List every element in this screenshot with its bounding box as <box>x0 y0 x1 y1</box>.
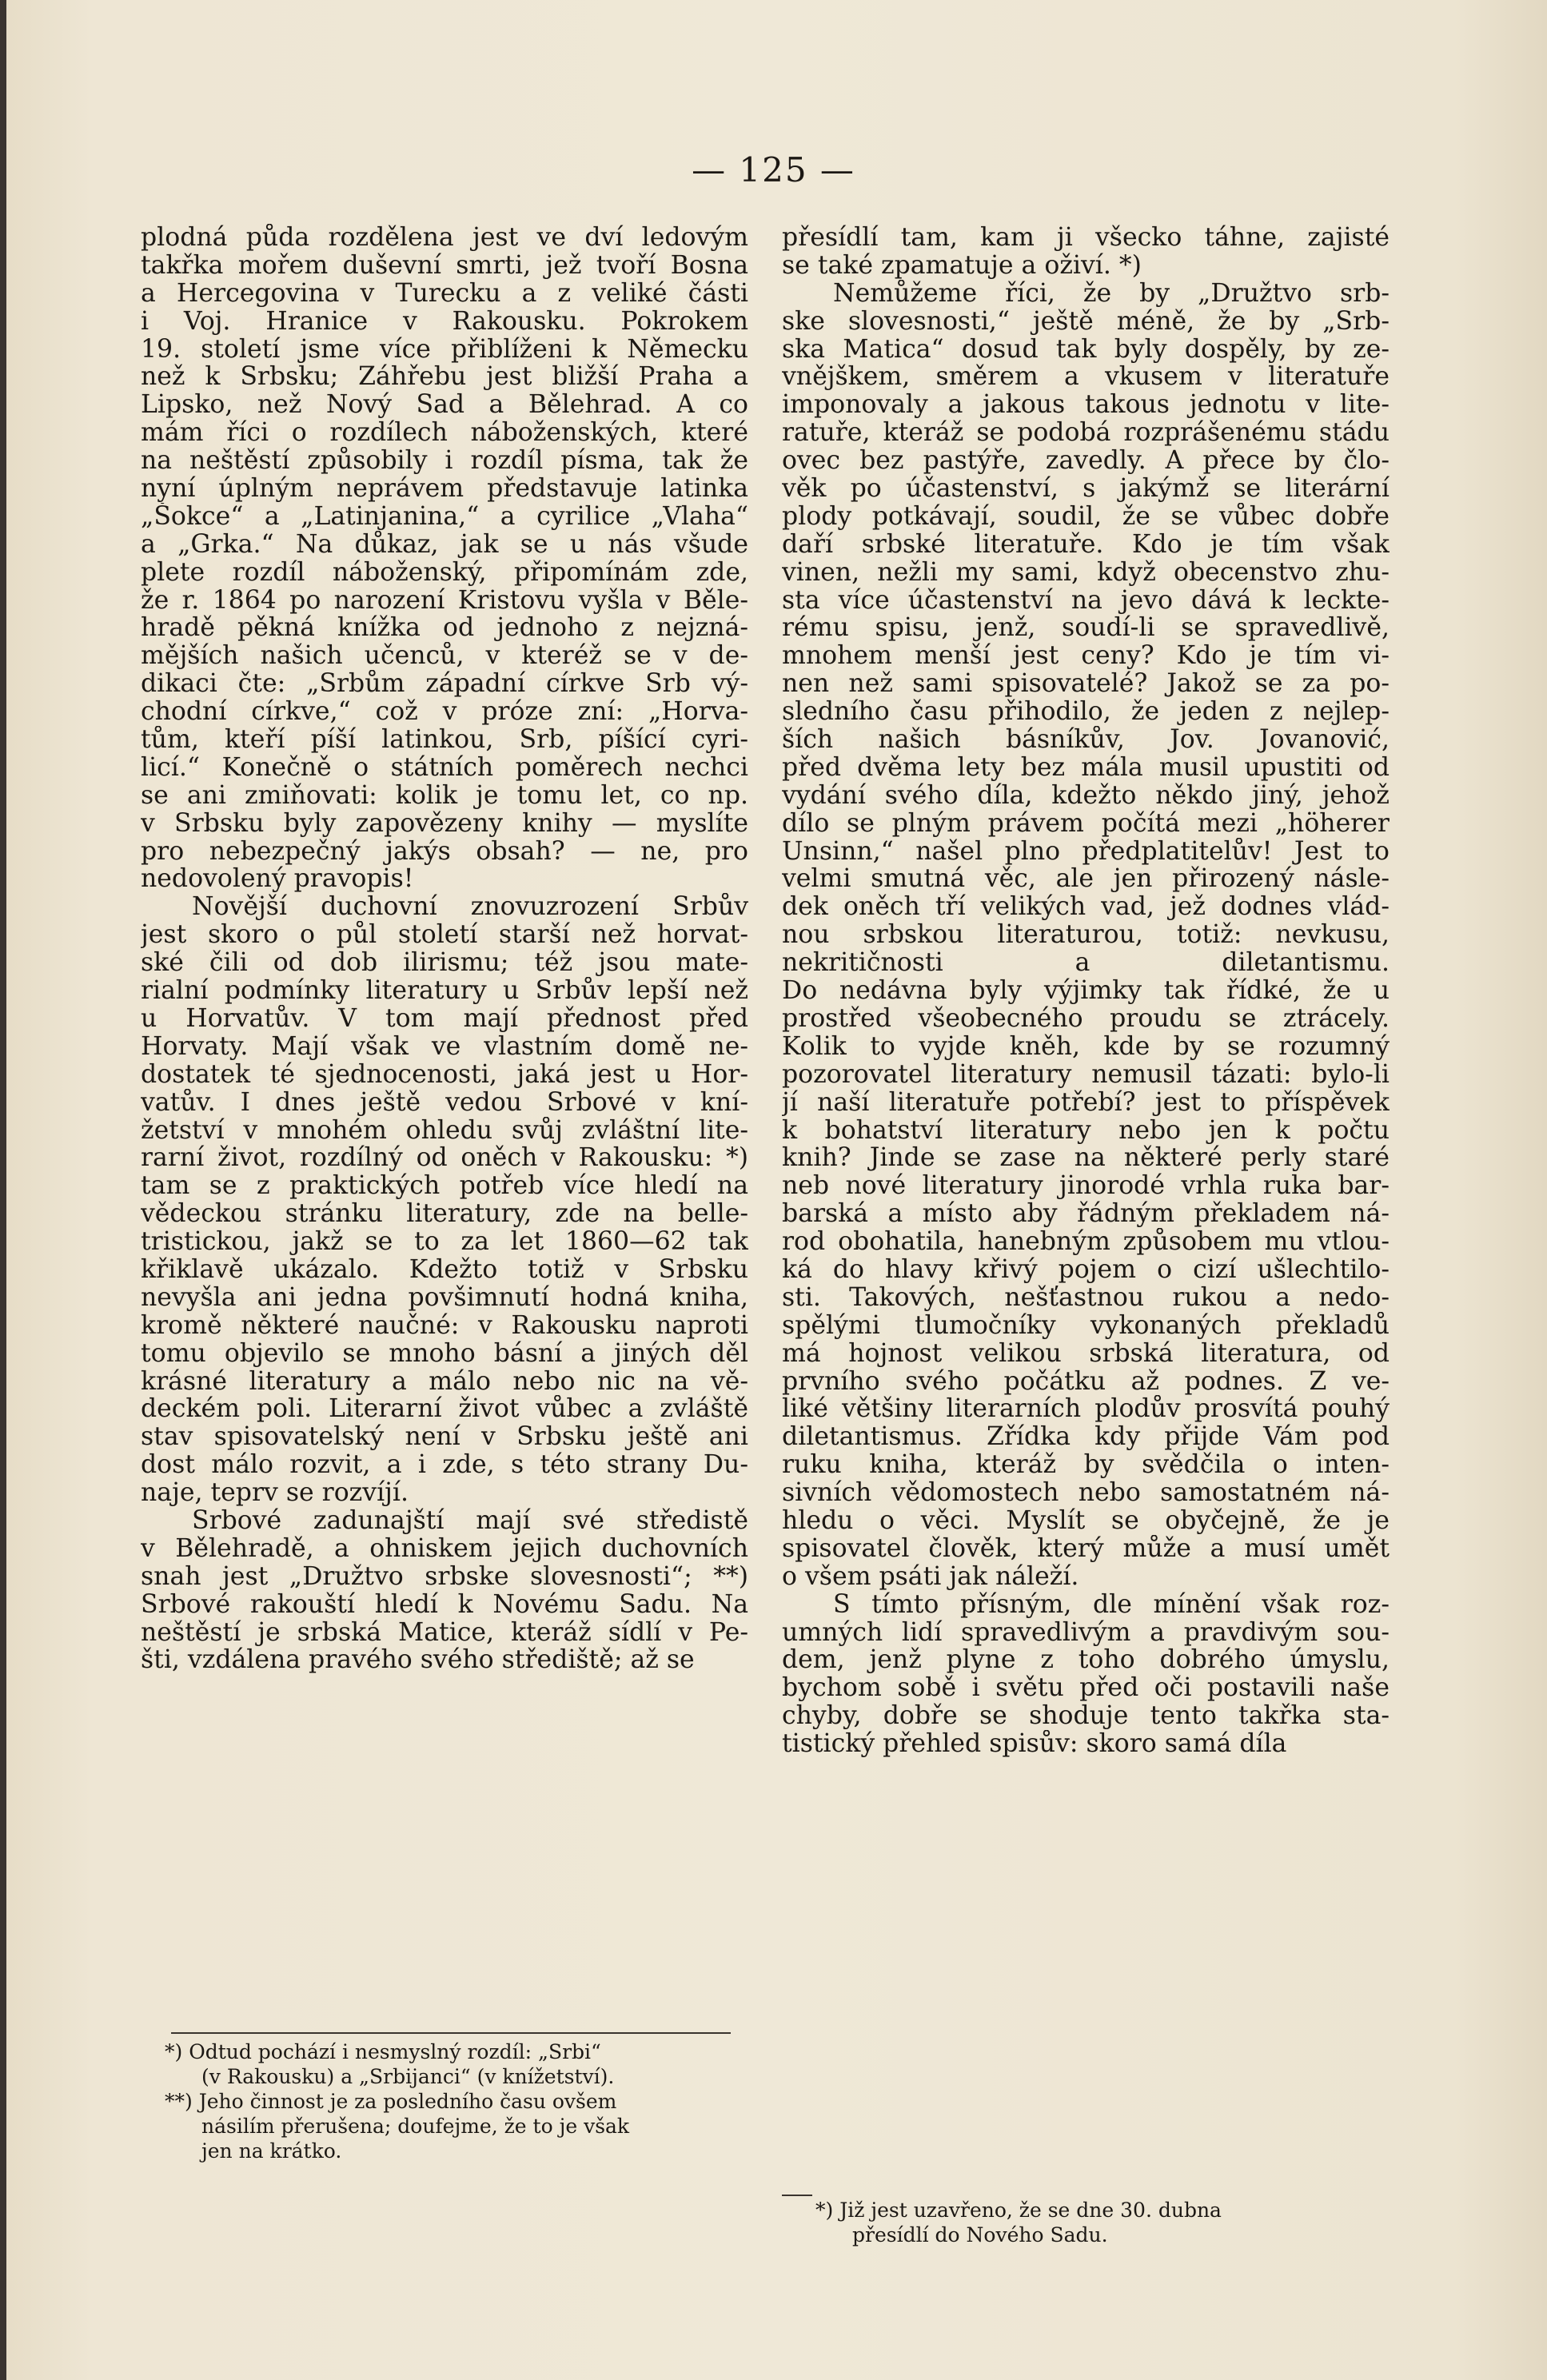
text-line: o všem psáti jak náleží. <box>782 1562 1079 1591</box>
right-column <box>782 224 1390 1758</box>
text-line: liké většiny literarních plodův prosvítá pouhý <box>782 1395 1390 1424</box>
text-line: dek oněch tří velikých vad, jež dodnes vlád- <box>782 893 1390 922</box>
text-line: a „Grka.“ Na důkaz, jak se u nás všude <box>141 530 748 559</box>
text-line: sledního času přihodilo, že jeden z nejlep- <box>782 698 1390 727</box>
page-number: — 125 — <box>692 150 855 189</box>
text-line: ká do hlavy křivý pojem o cizí ušlechtilo- <box>782 1255 1390 1284</box>
text-line: jí naší literatuře potřebí? jest to příspěvek <box>782 1088 1390 1117</box>
text-line: hledu o věci. Myslít se obyčejně, že je <box>782 1506 1390 1535</box>
text-line: Srbové zadunajští mají své středistě <box>192 1506 748 1535</box>
text-line: přesídlí tam, kam ji všecko táhne, zajisté <box>782 224 1390 252</box>
text-line: se také zpamatuje a oživí. *) <box>782 251 1142 280</box>
text-line: sivních vědomostech nebo samostatném ná- <box>782 1479 1390 1507</box>
text-line: i Voj. Hranice v Rakousku. Pokrokem <box>141 307 748 336</box>
text-line: nou srbskou literaturou, totiž: nevkusu, <box>782 921 1390 950</box>
text-line: naje, teprv se rozvíjí. <box>141 1479 409 1507</box>
footnote-line: *) Již jest uzavřeno, že se dne 30. dubna <box>815 2199 1222 2222</box>
footnote-rule-right <box>782 2195 812 2196</box>
text-line: k bohatství literatury nebo jen k počtu <box>782 1116 1390 1145</box>
footnote-line: **) Jeho činnost je za posledního času ovšem <box>165 2090 617 2113</box>
text-line: vědeckou stránku literatury, zde na belle- <box>141 1200 748 1229</box>
text-line: než k Srbsku; Záhřebu jest bližší Praha a <box>141 363 748 392</box>
text-line: vinen, nežli my sami, když obecenstvo zhu- <box>782 558 1390 587</box>
left-column <box>141 224 748 1674</box>
footnote-line: (v Rakousku) a „Srbijanci“ (v knížetství). <box>201 2065 615 2088</box>
text-line: dost málo rozvit, a i zde, s této strany Du- <box>141 1451 748 1480</box>
text-line: vydání svého díla, kdežto někdo jiný, jehož <box>782 781 1390 810</box>
text-line: imponovaly a jakous takous jednotu v lite- <box>782 391 1390 420</box>
text-line: tomu objevilo se mnoho básní a jiných děl <box>141 1339 748 1368</box>
footnote-line: *) Odtud pochází i nesmyslný rozdíl: „Srbi“ <box>165 2040 601 2063</box>
text-line: nedovolený pravopis! <box>141 865 414 894</box>
footnote-rule-left <box>171 2032 731 2034</box>
text-line: Kolik to vyjde kněh, kde by se rozumný <box>782 1032 1390 1061</box>
text-line: ovec bez pastýře, zavedly. A přece by člo- <box>782 447 1390 476</box>
text-line: tistický přehled spisův: skoro samá díla <box>782 1730 1287 1758</box>
text-line: Unsinn,“ našel plno předplatitelův! Jest to <box>782 837 1390 866</box>
text-line: neštěstí je srbská Matice, kteráž sídlí v Pe- <box>141 1618 748 1647</box>
text-line: Nemůžeme říci, že by „Družtvo srb- <box>833 279 1390 308</box>
text-line: ších našich básníkův, Jov. Jovanović, <box>782 726 1390 754</box>
text-line: nyní úplným neprávem představuje latinka <box>141 475 748 503</box>
text-line: křiklavě ukázalo. Kdežto totiž v Srbsku <box>141 1255 748 1284</box>
text-line: snah jest „Družtvo srbske slovesnosti“; **) <box>141 1562 748 1591</box>
text-line: knih? Jinde se zase na některé perly staré <box>782 1144 1390 1173</box>
text-line: pro nebezpečný jakýs obsah? — ne, pro <box>141 837 748 866</box>
text-line: bychom sobě i světu před oči postavili naše <box>782 1674 1390 1703</box>
text-line: tam se z praktických potřeb více hledí na <box>141 1172 748 1201</box>
text-line: v Srbsku byly zapovězeny knihy — myslíte <box>141 809 748 838</box>
text-line: ske slovesnosti,“ ještě méně, že by „Srb- <box>782 307 1390 336</box>
text-line: se ani zmiňovati: kolik je tomu let, co np. <box>141 781 748 810</box>
text-line: neb nové literatury jinorodé vrhla ruka bar- <box>782 1172 1390 1201</box>
text-line: nen než sami spisovatelé? Jakož se za po- <box>782 670 1390 699</box>
text-line: stav spisovatelský není v Srbsku ještě ani <box>141 1423 748 1452</box>
text-line: ratuře, kteráž se podobá rozprášenému stádu <box>782 419 1390 448</box>
text-line: žetství v mnohém ohledu svůj zvláštní lite- <box>141 1116 748 1145</box>
text-line: sti. Takových, nešťastnou rukou a nedo- <box>782 1283 1390 1312</box>
binding-edge <box>0 0 6 2380</box>
text-line: tům, kteří píší latinkou, Srb, píšící cyri- <box>141 726 748 754</box>
text-line: chodní církve,“ což v próze zní: „Horva- <box>141 698 748 727</box>
text-line: kromě některé naučné: v Rakousku naproti <box>141 1311 748 1340</box>
text-line: před dvěma lety bez mála musil upustiti od <box>782 753 1390 782</box>
text-line: rarní život, rozdílný od oněch v Rakousku: *) <box>141 1144 748 1173</box>
text-line: dílo se plným právem počítá mezi „höherer <box>782 809 1390 838</box>
text-line: 19. století jsme více přiblíženi k Německu <box>141 335 748 364</box>
footnote-line: násilím přerušena; doufejme, že to je však <box>201 2115 630 2138</box>
text-line: Lipsko, než Nový Sad a Bělehrad. A co <box>141 391 748 420</box>
text-line: Srbové rakouští hledí k Novému Sadu. Na <box>141 1590 748 1619</box>
text-line: na neštěstí způsobily i rozdíl písma, tak že <box>141 447 748 476</box>
text-line: že r. 1864 po narození Kristovu vyšla v Běle- <box>141 586 748 615</box>
text-line: barská a místo aby řádným překladem ná- <box>782 1200 1390 1229</box>
text-line: nekritičnosti a diletantismu. <box>782 949 1390 978</box>
text-line: ska Matica“ dosud tak byly dospěly, by ze- <box>782 335 1390 364</box>
text-line: mnohem menší jest ceny? Kdo je tím vi- <box>782 642 1390 671</box>
text-line: takřka mořem duševní smrti, jež tvoří Bosna <box>141 251 748 280</box>
text-line: plete rozdíl náboženský, připomínám zde, <box>141 558 748 587</box>
text-line: dem, jenž plyne z toho dobrého úmyslu, <box>782 1646 1390 1675</box>
text-line: pozorovatel literatury nemusil tázati: bylo-li <box>782 1060 1390 1089</box>
text-line: velmi smutná věc, ale jen přirozený násle- <box>782 865 1390 894</box>
text-line: plody potkávají, soudil, že se vůbec dobře <box>782 502 1390 531</box>
text-line: umných lidí spravedlivým a pravdivým sou- <box>782 1618 1390 1647</box>
text-line: a Hercegovina v Turecku a z veliké části <box>141 279 748 308</box>
text-line: rialní podmínky literatury u Srbův lepší než <box>141 977 748 1005</box>
text-line: plodná půda rozdělena jest ve dví ledovým <box>141 224 748 252</box>
text-line: u Horvatův. V tom mají přednost před <box>141 1004 748 1033</box>
text-line: daří srbské literatuře. Kdo je tím však <box>782 530 1390 559</box>
text-line: S tímto přísným, dle mínění však roz- <box>833 1590 1390 1619</box>
text-line: diletantismus. Zřídka kdy přijde Vám pod <box>782 1423 1390 1452</box>
text-line: spělými tlumočníky vykonaných překladů <box>782 1311 1390 1340</box>
text-line: rod obohatila, hanebným způsobem mu vtlou- <box>782 1228 1390 1256</box>
text-line: prvního svého počátku až podnes. Z ve- <box>782 1367 1390 1396</box>
text-line: sta více účastenství na jevo dává k leckte- <box>782 586 1390 615</box>
text-line: mám říci o rozdílech náboženských, které <box>141 419 748 448</box>
text-line: vnějškem, směrem a vkusem v literatuře <box>782 363 1390 392</box>
text-line: rému spisu, jenž, soudí-li se spravedlivě, <box>782 614 1390 643</box>
text-line: má hojnost velikou srbská literatura, od <box>782 1339 1390 1368</box>
footnote-line: jen na krátko. <box>201 2139 342 2163</box>
text-line: dikaci čte: „Srbům západní církve Srb vý- <box>141 670 748 699</box>
footnotes-left <box>165 2039 756 2163</box>
text-line: šti, vzdálena pravého svého střediště; až se <box>141 1646 695 1675</box>
footnotes-right <box>815 2198 1407 2247</box>
text-line: licí.“ Konečně o státních poměrech nechci <box>141 753 748 782</box>
text-line: v Bělehradě, a ohniskem jejich duchovních <box>141 1534 748 1563</box>
text-line: tristickou, jakž se to za let 1860—62 tak <box>141 1228 748 1256</box>
text-line: ské čili od dob ilirismu; též jsou mate- <box>141 949 748 978</box>
text-line: Horvaty. Mají však ve vlastním domě ne- <box>141 1032 748 1061</box>
footnote-line: přesídlí do Nového Sadu. <box>852 2223 1108 2246</box>
text-line: vatův. I dnes ještě vedou Srbové v kní- <box>141 1088 748 1117</box>
text-line: dostatek té sjednocenosti, jaká jest u Hor- <box>141 1060 748 1089</box>
text-line: krásné literatury a málo nebo nic na vě- <box>141 1367 748 1396</box>
text-line: jest skoro o půl století starší než horvat- <box>141 921 748 950</box>
text-line: mějších našich učenců, v kteréž se v de- <box>141 642 748 671</box>
text-line: spisovatel člověk, který může a musí umět <box>782 1534 1390 1563</box>
text-line: nevyšla ani jedna povšimnutí hodná kniha, <box>141 1283 748 1312</box>
text-line: chyby, dobře se shoduje tento takřka sta- <box>782 1702 1390 1731</box>
text-line: Do nedávna byly výjimky tak řídké, že u <box>782 977 1390 1005</box>
text-line: prostřed všeobecného proudu se ztrácely. <box>782 1004 1390 1033</box>
text-line: věk po účastenství, s jakýmž se literární <box>782 475 1390 503</box>
text-line: ruku kniha, kteráž by svědčila o inten- <box>782 1451 1390 1480</box>
text-line: „Šokce“ a „Latinjanina,“ a cyrilice „Vlaha“ <box>141 502 748 531</box>
text-line: Novější duchovní znovuzrození Srbův <box>192 893 748 922</box>
text-line: hradě pěkná knížka od jednoho z nejzná- <box>141 614 748 643</box>
text-line: deckém poli. Literarní život vůbec a zvláště <box>141 1395 748 1424</box>
